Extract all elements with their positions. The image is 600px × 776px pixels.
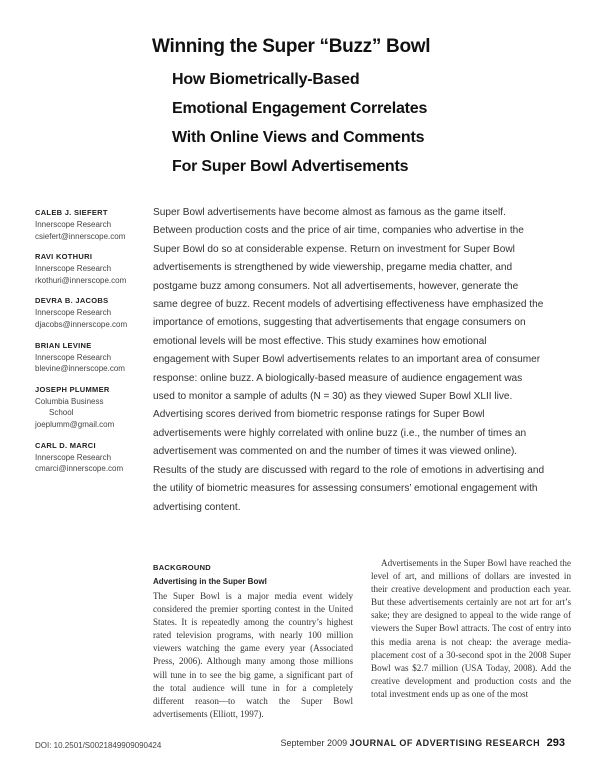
- subsection-heading: Advertising in the Super Bowl: [153, 577, 267, 586]
- body-left-column: The Super Bowl is a major media event widely considered the premier sporting contest in the United States. It is repeatedly among the country’s highest rated television programs, with nearly 100 million viewers watching the game every year (Associated Press, 2006). Although many among those millions will tune in to see the big game, a significant part of the total audience will tune in for a completely different reason—to watch the Super Bowl advertisements (Elliott, 1997).: [153, 591, 353, 719]
- section-heading: BACKGROUND: [153, 563, 211, 572]
- author-name: DEVRA B. JACOBS: [35, 296, 109, 306]
- author-block: [35, 251, 147, 286]
- author-email: joeplumm@gmail.com: [35, 419, 115, 429]
- author-name: CARL D. MARCI: [35, 440, 96, 450]
- author-block: [35, 440, 147, 475]
- author-email: csiefert@innerscope.com: [35, 231, 126, 241]
- author-affiliation: Innerscope Research: [35, 308, 112, 318]
- author-name: RAVI KOTHURI: [35, 252, 93, 262]
- author-name: JOSEPH PLUMMER: [35, 384, 110, 394]
- body-right-column: Advertisements in the Super Bowl have reached the level of art, and millions of dollars are invested in their creative development and production each year. But these advertisements certainly are not art for art’s sake; they are designed to appeal to the wide range of viewers the Super Bowl attracts. The cost of entry into this media arena is not cheap: the average media-placement cost of a 30-second spot in the 2008 Super Bowl was $2.7 million (USA Today, 2008). Add the creative development and production costs and the total investment ends up as one of the most: [371, 558, 571, 699]
- author-email: djacobs@innerscope.com: [35, 319, 128, 329]
- author-email: blevine@innerscope.com: [35, 364, 125, 374]
- author-email: cmarci@innerscope.com: [35, 464, 124, 474]
- article-subtitle-line-3: With Online Views and Comments: [172, 129, 425, 146]
- author-block: [35, 384, 147, 431]
- issue-date: September 2009: [280, 738, 348, 748]
- author-affiliation: Innerscope Research: [35, 220, 112, 229]
- article-subtitle-line-1: How Biometrically-Based: [172, 71, 360, 88]
- author-affiliation: Columbia Business: [35, 396, 104, 406]
- author-email: rkothuri@innerscope.com: [35, 275, 127, 285]
- article-subtitle-line-2: Emotional Engagement Correlates: [172, 100, 428, 117]
- author-affiliation: Innerscope Research: [35, 452, 112, 462]
- author-affiliation-continued: School: [49, 408, 74, 418]
- author-affiliation: Innerscope Research: [35, 352, 112, 362]
- article-title: Winning the Super “Buzz” Bowl: [152, 36, 431, 57]
- page-footer: [281, 737, 565, 749]
- article-subtitle-line-4: For Super Bowl Advertisements: [172, 158, 409, 175]
- author-block: [35, 207, 147, 242]
- journal-name: JOURNAL OF ADVERTISING RESEARCH: [349, 738, 541, 748]
- author-name: BRIAN LEVINE: [35, 340, 92, 350]
- author-block: [35, 295, 147, 330]
- author-block: [35, 340, 147, 375]
- doi-label: DOI: 10.2501/S0021849909090424: [35, 741, 162, 750]
- page-number: 293: [546, 737, 565, 749]
- author-affiliation: Innerscope Research: [35, 264, 112, 274]
- author-list: [35, 207, 147, 484]
- author-name: CALEB J. SIEFERT: [35, 208, 108, 217]
- abstract: Super Bowl advertisements have become almost as famous as the game itself. Between production costs and the price of air time, companies who advertise in the Super Bowl do so at considerable expense. Return on investment for Super Bowl advertisements is strengthened by wide viewership, pregame media chatter, and postgame buzz among consumers. Not all advertisements, however, generate the same degree of buzz. Recent models of advertising effectiveness have emphasized the importance of emotions, suggesting that advertisements that engage consumers on emotional levels will be most effective. This study examines how emotional engagement with Super Bowl advertisements relates to an important area of consumer response: online buzz. A biologically-based measure of audience engagement was used to monitor a sample of adults (N = 30) as they viewed Super Bowl XLII live. Advertising scores derived from biometric response ratings for Super Bowl advertisements were highly correlated with online buzz (i.e., the number of times an advertisement was commented on and the number of times it was viewed online). Results of the study are discussed with regard to the role of emotions in advertising and the utility of biometric measures for assessing consumers’ emotional engagement with advertising content.: [153, 207, 545, 513]
